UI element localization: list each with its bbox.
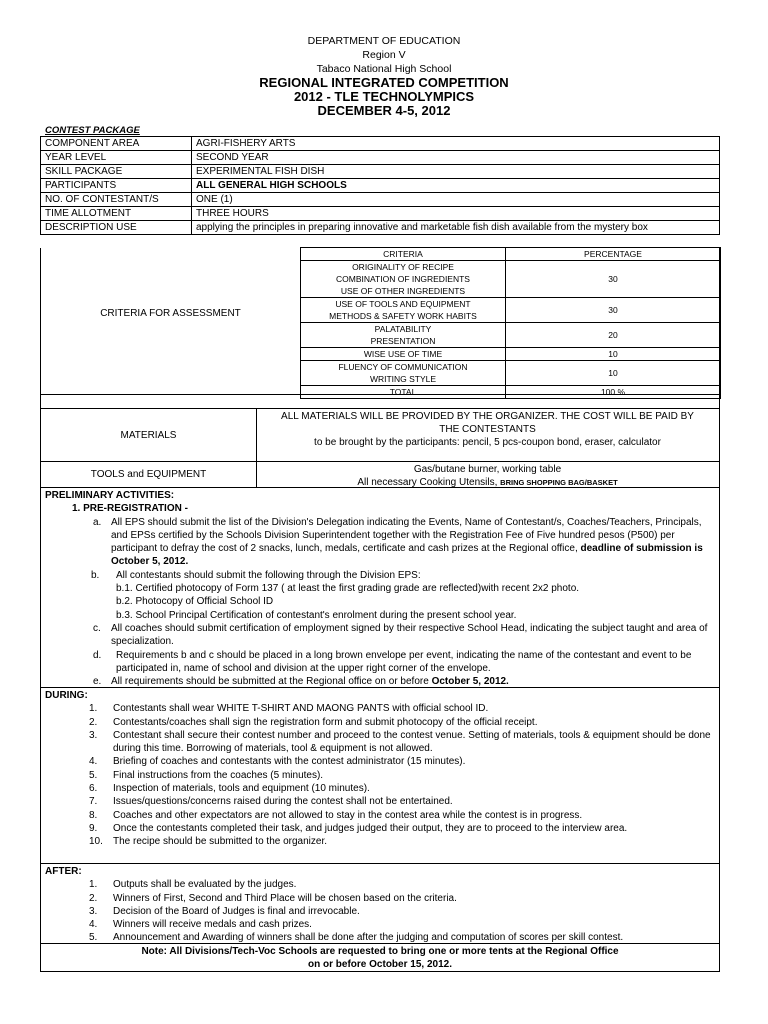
during-list [45, 702, 715, 848]
criteria-table [300, 247, 721, 399]
tools-value [256, 462, 719, 487]
after-item-number: 3. [89, 905, 98, 917]
info-row [41, 151, 720, 165]
after-item-text: Announcement and Awarding of winners shall be done after the judging and computation of scores per skill contest. [113, 932, 624, 944]
prelim-b1: b.1. Certified photocopy of Form 137 ( at least the first grading grade are reflected)with recent 2x2 photo. [116, 583, 580, 595]
after-item [45, 931, 715, 944]
header-school: Tabaco National High School [316, 63, 452, 75]
during-item [45, 835, 715, 848]
during-item-text: Once the contestants completed their task, and judges judged their output, they are to proceed to the interview area. [113, 822, 628, 834]
prelim-letter-c: c. [93, 622, 101, 634]
criteria-name: ORIGINALITY OF RECIPE COMBINATION OF INGREDIENTS USE OF OTHER INGREDIENTS [301, 261, 506, 298]
during-item-text: Issues/questions/concerns raised during the contest shall not be entertained. [113, 796, 453, 808]
after-item-number: 5. [89, 932, 98, 944]
tools-row [40, 462, 720, 488]
criteria-percentage: 30 [506, 261, 721, 298]
after-item [45, 918, 715, 931]
during-item-text: The recipe should be submitted to the organizer. [113, 836, 328, 848]
header-region: Region V [362, 49, 406, 61]
info-key: TIME ALLOTMENT [41, 207, 192, 221]
info-row [41, 179, 720, 193]
during-section [40, 688, 720, 864]
criteria-name: PALATABILITY PRESENTATION [301, 323, 506, 348]
prelim-letter-a: a. [93, 516, 102, 528]
criteria-row [301, 323, 721, 348]
criteria-label: CRITERIA FOR ASSESSMENT [100, 308, 241, 319]
info-row [41, 137, 720, 151]
during-item [45, 716, 715, 729]
after-item-text: Winners will receive medals and cash prizes. [113, 919, 312, 931]
note-line-2: on or before October 15, 2012. [308, 959, 452, 971]
info-value: ONE (1) [192, 193, 720, 207]
after-item-number: 4. [89, 919, 98, 931]
prelim-bold-e: October 5, 2012. [431, 676, 509, 688]
info-value: AGRI-FISHERY ARTS [192, 137, 720, 151]
during-item-text: Inspection of materials, tools and equipment (10 minutes). [113, 783, 370, 795]
header-title-1: REGIONAL INTEGRATED COMPETITION [259, 75, 509, 90]
criteria-name: TOTAL [301, 386, 506, 399]
preliminary-section [40, 488, 720, 688]
info-table [40, 136, 720, 235]
materials-value [256, 409, 719, 461]
after-item-text: Decision of the Board of Judges is final and irrevocable. [113, 905, 360, 917]
info-key: SKILL PACKAGE [41, 165, 192, 179]
during-item-number: 2. [89, 716, 98, 728]
criteria-header-row [301, 248, 721, 261]
during-item [45, 795, 715, 808]
note-section [40, 944, 720, 972]
during-title: DURING: [45, 690, 88, 701]
during-item-number: 3. [89, 729, 98, 741]
prelim-text-b: All contestants should submit the following through the Division EPS: [116, 569, 421, 581]
during-item [45, 782, 715, 795]
prelim-text-a: All EPS should submit the list of the Division's Delegation indicating the Events, Name of Contestant/s, Coaches/Teachers, Principals, and EPSs certified by the Schools Division Superintendent together with the Registration Fee of Five hundred pesos (P500) per participant to defray the cost of 2 snacks, lunch, medals, certificate and cash prizes at the Regional office, [111, 516, 702, 555]
info-value: EXPERIMENTAL FISH DISH [192, 165, 720, 179]
during-item-text: Contestant shall secure their contest number and proceed to the contest venue. Setting of materials, tools & equipment should be done during this time. Borrowing of materials, tool & equipment is not allowed. [113, 729, 711, 755]
criteria-section [40, 248, 720, 395]
pre-registration-heading: 1. PRE-REGISTRATION - [72, 503, 188, 515]
after-item-text: Outputs shall be evaluated by the judges. [113, 879, 297, 891]
criteria-header-1: CRITERIA [301, 248, 506, 261]
during-item [45, 702, 715, 715]
during-item-number: 7. [89, 796, 98, 808]
note-line-1: Note: All Divisions/Tech-Voc Schools are requested to bring one or more tents at the Regional Office [141, 946, 619, 957]
info-row [41, 221, 720, 235]
materials-line-2: to be brought by the participants: pencil, 5 pcs-coupon bond, eraser, calculator [314, 437, 661, 448]
prelim-letter-b: b. [91, 569, 100, 581]
during-item-text: Briefing of coaches and contestants with the contest administrator (15 minutes). [113, 756, 466, 768]
criteria-percentage: 10 [506, 361, 721, 386]
during-item-text: Coaches and other expectators are not allowed to stay in the contest area while the contest is in progress. [113, 809, 583, 821]
criteria-percentage: 100 % [506, 386, 721, 399]
during-item-number: 10. [89, 836, 103, 848]
prelim-letter-d: d. [93, 649, 102, 661]
info-key: DESCRIPTION USE [41, 221, 192, 235]
during-item-number: 8. [89, 809, 98, 821]
info-value: SECOND YEAR [192, 151, 720, 165]
during-item-text: Contestants shall wear WHITE T-SHIRT AND MAONG PANTS with official school ID. [113, 703, 489, 715]
prelim-item-e [45, 675, 715, 688]
during-item-number: 6. [89, 783, 98, 795]
during-item-number: 5. [89, 769, 98, 781]
criteria-percentage: 20 [506, 323, 721, 348]
criteria-row [301, 361, 721, 386]
after-item [45, 878, 715, 891]
info-row [41, 165, 720, 179]
after-title: AFTER: [45, 866, 82, 877]
during-item [45, 809, 715, 822]
during-item-text: Contestants/coaches shall sign the registration form and submit photocopy of the official receipt. [113, 716, 538, 728]
after-item-text: Winners of First, Second and Third Place will be chosen based on the criteria. [113, 892, 457, 904]
prelim-text-c: All coaches should submit certification of employment signed by their respective School Head, indicating the subject taught and area of specialization. [111, 622, 708, 648]
after-item-number: 2. [89, 892, 98, 904]
materials-row [40, 409, 720, 462]
tools-line-2-note: BRING SHOPPING BAG/BASKET [500, 478, 618, 487]
criteria-name: FLUENCY OF COMMUNICATION WRITING STYLE [301, 361, 506, 386]
after-item-number: 1. [89, 879, 98, 891]
prelim-letter-e: e. [93, 676, 102, 688]
criteria-header-2: PERCENTAGE [506, 248, 721, 261]
info-value: THREE HOURS [192, 207, 720, 221]
criteria-percentage: 30 [506, 298, 721, 323]
prelim-b3: b.3. School Principal Certification of contestant's enrolment during the present school year. [116, 609, 517, 621]
info-key: YEAR LEVEL [41, 151, 192, 165]
header [0, 34, 768, 118]
header-title-2: 2012 - TLE TECHNOLYMPICS [293, 89, 475, 104]
after-item [45, 905, 715, 918]
info-row [41, 193, 720, 207]
after-list [45, 878, 715, 944]
during-item [45, 769, 715, 782]
during-item [45, 822, 715, 835]
criteria-row [301, 261, 721, 298]
tools-line-1: Gas/butane burner, working table [413, 464, 562, 475]
criteria-row [301, 298, 721, 323]
materials-label: MATERIALS [41, 409, 257, 461]
info-value: applying the principles in preparing innovative and marketable fish dish available from the mystery box [192, 221, 720, 235]
blank-row [40, 395, 720, 409]
prelim-text-e: All requirements should be submitted at the Regional office on or before [111, 676, 429, 688]
prelim-item-d [45, 649, 715, 676]
during-item-text: Final instructions from the coaches (5 minutes). [113, 769, 324, 781]
header-title-3: DECEMBER 4-5, 2012 [317, 103, 451, 118]
criteria-name: WISE USE OF TIME [301, 348, 506, 361]
info-key: PARTICIPANTS [41, 179, 192, 193]
info-key: COMPONENT AREA [41, 137, 192, 151]
during-item-number: 9. [89, 822, 98, 834]
prelim-bold-a: deadline of submission is October 5, 2012. [111, 543, 703, 568]
after-item [45, 892, 715, 905]
materials-line-1: ALL MATERIALS WILL BE PROVIDED BY THE ORGANIZER. THE COST WILL BE PAID BY THE CONTESTANTS [281, 411, 694, 435]
preliminary-title: PRELIMINARY ACTIVITIES: [45, 490, 175, 501]
prelim-text-d: Requirements b and c should be placed in a long brown envelope per event, indicating the name of the contestant and event to be participated in, name of school and division at the upper right corner of the envelope. [116, 649, 692, 674]
prelim-b2: b.2. Photocopy of Official School ID [116, 596, 274, 608]
prelim-item-a [45, 516, 715, 569]
during-item-number: 4. [89, 756, 98, 768]
criteria-name: USE OF TOOLS AND EQUIPMENT METHODS & SAFETY WORK HABITS [301, 298, 506, 323]
after-section [40, 864, 720, 944]
contest-package-label: CONTEST PACKAGE [45, 125, 140, 136]
criteria-percentage: 10 [506, 348, 721, 361]
info-row [41, 207, 720, 221]
info-value: ALL GENERAL HIGH SCHOOLS [192, 179, 720, 193]
prelim-item-b [45, 569, 715, 582]
info-key: NO. OF CONTESTANT/S [41, 193, 192, 207]
tools-label: TOOLS and EQUIPMENT [41, 462, 257, 487]
during-item [45, 755, 715, 768]
during-item [45, 729, 715, 756]
prelim-item-c [45, 622, 715, 649]
tools-line-2: All necessary Cooking Utensils, [357, 477, 498, 488]
header-department: DEPARTMENT OF EDUCATION [307, 35, 461, 47]
during-item-number: 1. [89, 703, 98, 715]
criteria-row [301, 348, 721, 361]
